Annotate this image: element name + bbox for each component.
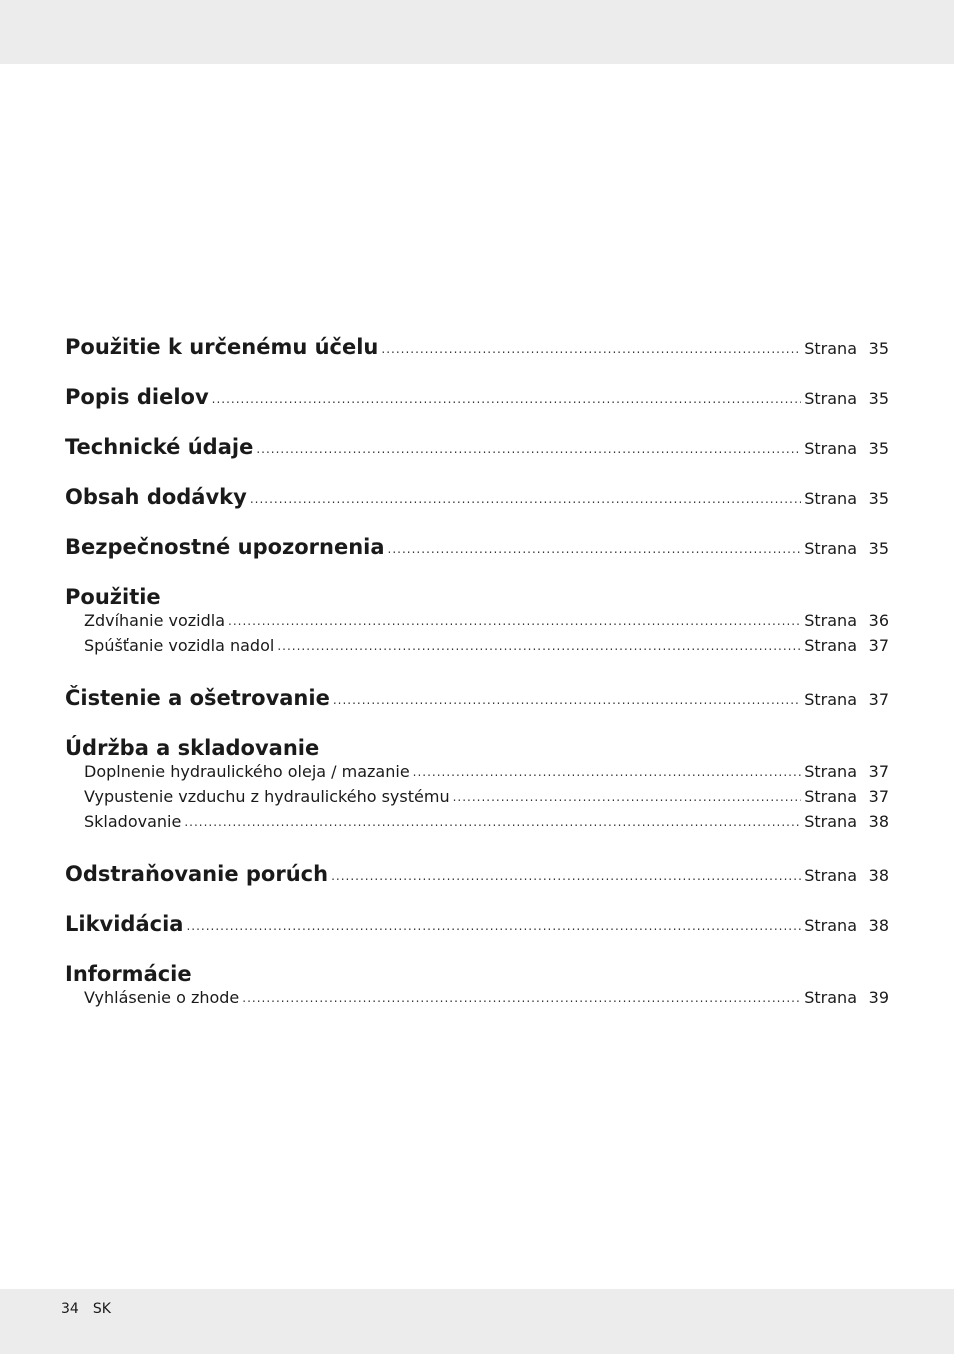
dot-leader	[256, 442, 801, 456]
dot-leader	[184, 815, 801, 829]
toc-entry[interactable]	[65, 485, 889, 535]
toc-entry[interactable]	[65, 435, 889, 485]
page-label: Strana	[804, 787, 857, 806]
page-number: 39	[868, 988, 889, 1007]
page-number: 35	[868, 539, 889, 558]
page-number: 38	[868, 812, 889, 831]
toc-heading-title: Informácie	[65, 962, 192, 986]
page-label: Strana	[804, 690, 857, 709]
page-label: Strana	[804, 812, 857, 831]
page-label: Strana	[804, 439, 857, 458]
page-label: Strana	[804, 636, 857, 655]
page-label: Strana	[804, 988, 857, 1007]
toc-entry-title: Popis dielov	[65, 385, 209, 409]
toc-subentry[interactable]	[65, 988, 889, 1013]
toc-entry-title: Čistenie a ošetrovanie	[65, 686, 330, 710]
toc-subentry[interactable]	[65, 636, 889, 686]
page-label: Strana	[804, 339, 857, 358]
dot-leader	[381, 342, 801, 356]
toc-subentry-title: Skladovanie	[84, 812, 182, 831]
page-label: Strana	[804, 866, 857, 885]
toc-subentry-title: Zdvíhanie vozidla	[84, 611, 225, 630]
table-of-contents	[65, 335, 889, 1013]
toc-section-heading	[65, 736, 889, 762]
toc-entry[interactable]	[65, 862, 889, 912]
toc-subentry-title: Vypustenie vzduchu z hydraulického systému	[84, 787, 450, 806]
toc-subentry[interactable]	[65, 611, 889, 636]
page-number: 37	[868, 762, 889, 781]
dot-leader	[186, 919, 801, 933]
page-label: Strana	[804, 389, 857, 408]
page-number: 35	[868, 389, 889, 408]
toc-section-heading	[65, 585, 889, 611]
toc-entry-title: Technické údaje	[65, 435, 254, 459]
page-number: 37	[868, 690, 889, 709]
toc-entry[interactable]	[65, 385, 889, 435]
toc-section-heading	[65, 962, 889, 988]
toc-entry-title: Odstraňovanie porúch	[65, 862, 329, 886]
toc-entry[interactable]	[65, 912, 889, 962]
page-number: 36	[868, 611, 889, 630]
dot-leader	[331, 869, 801, 883]
page-number: 38	[868, 916, 889, 935]
page-number: 35	[868, 439, 889, 458]
dot-leader	[413, 765, 802, 779]
toc-entry-title: Obsah dodávky	[65, 485, 247, 509]
page-footer	[61, 1301, 125, 1317]
toc-subentry-title: Vyhlásenie o zhode	[84, 988, 240, 1007]
dot-leader	[277, 639, 801, 653]
toc-subentry-title: Doplnenie hydraulického oleja / mazanie	[84, 762, 410, 781]
footer-band	[0, 1289, 954, 1354]
dot-leader	[228, 614, 801, 628]
dot-leader	[212, 392, 802, 406]
toc-entry[interactable]	[65, 535, 889, 585]
toc-entry[interactable]	[65, 686, 889, 736]
page-number: 35	[868, 489, 889, 508]
header-band	[0, 0, 954, 64]
dot-leader	[388, 542, 802, 556]
page-number: 37	[868, 787, 889, 806]
toc-entry-title: Použitie k určenému účelu	[65, 335, 379, 359]
page-number: 38	[868, 866, 889, 885]
toc-entry-title: Likvidácia	[65, 912, 184, 936]
toc-heading-title: Údržba a skladovanie	[65, 736, 320, 760]
page-number: 35	[868, 339, 889, 358]
page-label: Strana	[804, 916, 857, 935]
footer-page-number: 34	[61, 1301, 79, 1317]
page-label: Strana	[804, 762, 857, 781]
dot-leader	[242, 991, 801, 1005]
dot-leader	[333, 693, 801, 707]
page-label: Strana	[804, 611, 857, 630]
toc-heading-title: Použitie	[65, 585, 161, 609]
toc-subentry[interactable]	[65, 812, 889, 862]
page-label: Strana	[804, 489, 857, 508]
toc-subentry[interactable]	[65, 762, 889, 787]
toc-entry-title: Bezpečnostné upozornenia	[65, 535, 385, 559]
toc-subentry-title: Spúšťanie vozidla nadol	[84, 636, 275, 655]
toc-entry[interactable]	[65, 335, 889, 385]
page-label: Strana	[804, 539, 857, 558]
page-number: 37	[868, 636, 889, 655]
toc-subentry[interactable]	[65, 787, 889, 812]
dot-leader	[250, 492, 801, 506]
footer-language: SK	[92, 1301, 111, 1317]
dot-leader	[453, 790, 802, 804]
